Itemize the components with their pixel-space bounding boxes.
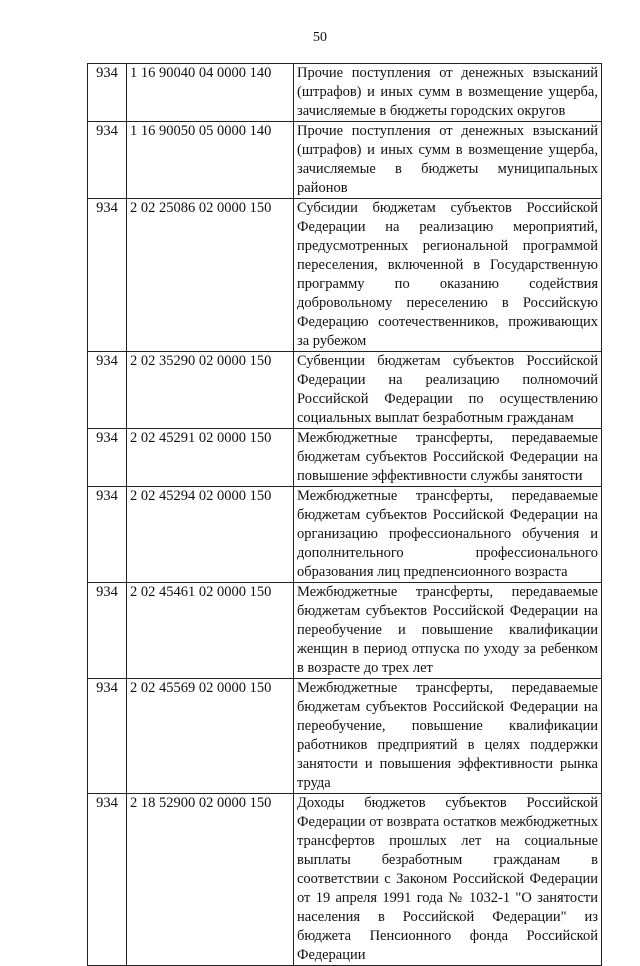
revenue-name-cell: Межбюджетные трансферты, передаваемые бюджетам субъектов Российской Федерации на переобучение, повышение квалификации работников предприятий в целях поддержки занятости и повышения эффективности рынка труда: [294, 679, 602, 794]
table-row: [88, 429, 602, 487]
table-row: [88, 794, 602, 966]
table-row: [88, 122, 602, 199]
budget-code-cell: 2 02 45291 02 0000 150: [127, 429, 294, 487]
table-row: [88, 352, 602, 429]
table-row: [88, 487, 602, 583]
budget-code-cell: 1 16 90050 05 0000 140: [127, 122, 294, 199]
revenue-name-cell: Субвенции бюджетам субъектов Российской Федерации на реализацию полномочий Российской Федерации по осуществлению социальных выплат безработным гражданам: [294, 352, 602, 429]
budget-code-cell: 2 02 45461 02 0000 150: [127, 583, 294, 679]
revenue-name-cell: Межбюджетные трансферты, передаваемые бюджетам субъектов Российской Федерации на переобучение и повышение квалификации женщин в период отпуска по уходу за ребенком в возрасте до трех лет: [294, 583, 602, 679]
admin-code-cell: 934: [88, 352, 127, 429]
revenue-name-cell: Межбюджетные трансферты, передаваемые бюджетам субъектов Российской Федерации на повышение эффективности службы занятости: [294, 429, 602, 487]
budget-code-cell: 2 02 35290 02 0000 150: [127, 352, 294, 429]
budget-code-cell: 1 16 90040 04 0000 140: [127, 64, 294, 122]
table-row: [88, 583, 602, 679]
admin-code-cell: 934: [88, 429, 127, 487]
admin-code-cell: 934: [88, 64, 127, 122]
revenue-name-cell: Прочие поступления от денежных взысканий (штрафов) и иных сумм в возмещение ущерба, зачисляемые в бюджеты городских округов: [294, 64, 602, 122]
revenue-name-cell: Прочие поступления от денежных взысканий (штрафов) и иных сумм в возмещение ущерба, зачисляемые в бюджеты муниципальных районов: [294, 122, 602, 199]
budget-code-cell: 2 18 52900 02 0000 150: [127, 794, 294, 966]
revenue-name-cell: Межбюджетные трансферты, передаваемые бюджетам субъектов Российской Федерации на организацию профессионального обучения и дополнительного профессионального образования лиц предпенсионного возраста: [294, 487, 602, 583]
revenue-name-cell: Субсидии бюджетам субъектов Российской Федерации на реализацию мероприятий, предусмотренных региональной программой переселения, включенной в Государственную программу по оказанию содействия добровольному переселению в Российскую Федерацию соотечественников, проживающих за рубежом: [294, 199, 602, 352]
revenue-name-cell: Доходы бюджетов субъектов Российской Федерации от возврата остатков межбюджетных трансфертов прошлых лет на социальные выплаты безработным гражданам в соответствии с Законом Российской Федерации от 19 апреля 1991 года № 1032-1 "О занятости населения в Российской Федерации" из бюджета Пенсионного фонда Российской Федерации: [294, 794, 602, 966]
admin-code-cell: 934: [88, 583, 127, 679]
table-row: [88, 64, 602, 122]
admin-code-cell: 934: [88, 679, 127, 794]
budget-code-cell: 2 02 45569 02 0000 150: [127, 679, 294, 794]
admin-code-cell: 934: [88, 199, 127, 352]
budget-code-cell: 2 02 45294 02 0000 150: [127, 487, 294, 583]
admin-code-cell: 934: [88, 122, 127, 199]
table-row: [88, 199, 602, 352]
budget-code-cell: 2 02 25086 02 0000 150: [127, 199, 294, 352]
admin-code-cell: 934: [88, 487, 127, 583]
revenue-codes-table: [87, 63, 602, 966]
table-row: [88, 679, 602, 794]
admin-code-cell: 934: [88, 794, 127, 966]
page-number: 50: [313, 30, 327, 45]
